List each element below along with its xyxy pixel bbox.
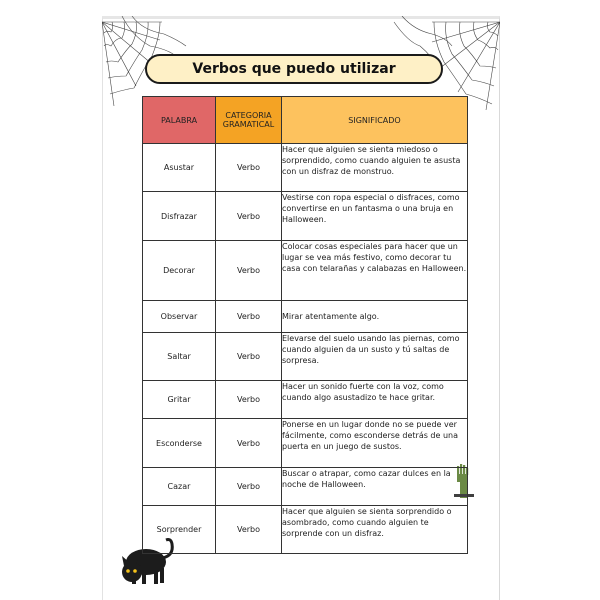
table-row xyxy=(143,419,468,468)
word-cell: Sorprender xyxy=(143,506,216,554)
meaning-cell: Buscar o atrapar, como cazar dulces en la noche de Halloween. xyxy=(282,468,468,506)
category-cell: Verbo xyxy=(216,144,282,192)
word-cell: Gritar xyxy=(143,381,216,419)
word-cell: Observar xyxy=(143,301,216,333)
column-header-word: PALABRA xyxy=(143,97,216,144)
table-header-row xyxy=(143,97,468,144)
category-cell: Verbo xyxy=(216,301,282,333)
category-cell: Verbo xyxy=(216,192,282,241)
word-cell: Disfrazar xyxy=(143,192,216,241)
meaning-cell: Hacer que alguien se sienta sorprendido o asombrado, como cuando alguien te sorprende con un disfraz. xyxy=(282,506,468,554)
meaning-cell: Vestirse con ropa especial o disfraces, como convertirse en un fantasma o una bruja en Halloween. xyxy=(282,192,468,241)
word-cell: Decorar xyxy=(143,241,216,301)
category-cell: Verbo xyxy=(216,419,282,468)
word-cell: Saltar xyxy=(143,333,216,381)
table-row xyxy=(143,144,468,192)
word-cell: Esconderse xyxy=(143,419,216,468)
word-cell: Asustar xyxy=(143,144,216,192)
column-header-meaning: SIGNIFICADO xyxy=(282,97,468,144)
table-row xyxy=(143,241,468,301)
meaning-cell: Ponerse en un lugar donde no se puede ver fácilmente, como esconderse detrás de una puerta en un juego de sustos. xyxy=(282,419,468,468)
page-title: Verbos que puedo utilizar xyxy=(145,54,443,84)
meaning-cell: Hacer un sonido fuerte con la voz, como cuando algo asustadizo te hace gritar. xyxy=(282,381,468,419)
word-cell: Cazar xyxy=(143,468,216,506)
meaning-cell: Mirar atentamente algo. xyxy=(282,301,468,333)
verbs-table xyxy=(142,96,468,554)
table-row xyxy=(143,192,468,241)
category-cell: Verbo xyxy=(216,381,282,419)
table-row xyxy=(143,333,468,381)
table-row xyxy=(143,381,468,419)
meaning-cell: Hacer que alguien se sienta miedoso o sorprendido, como cuando alguien te asusta con un disfraz de monstruo. xyxy=(282,144,468,192)
column-header-category: CATEGORIA GRAMATICAL xyxy=(216,97,282,144)
table-row xyxy=(143,468,468,506)
category-cell: Verbo xyxy=(216,506,282,554)
meaning-cell: Colocar cosas especiales para hacer que un lugar se vea más festivo, como decorar tu casa con telarañas y calabazas en Halloween. xyxy=(282,241,468,301)
category-cell: Verbo xyxy=(216,468,282,506)
category-cell: Verbo xyxy=(216,333,282,381)
table-row xyxy=(143,301,468,333)
meaning-cell: Elevarse del suelo usando las piernas, como cuando alguien da un susto y tú saltas de sorpresa. xyxy=(282,333,468,381)
category-cell: Verbo xyxy=(216,241,282,301)
table-row xyxy=(143,506,468,554)
